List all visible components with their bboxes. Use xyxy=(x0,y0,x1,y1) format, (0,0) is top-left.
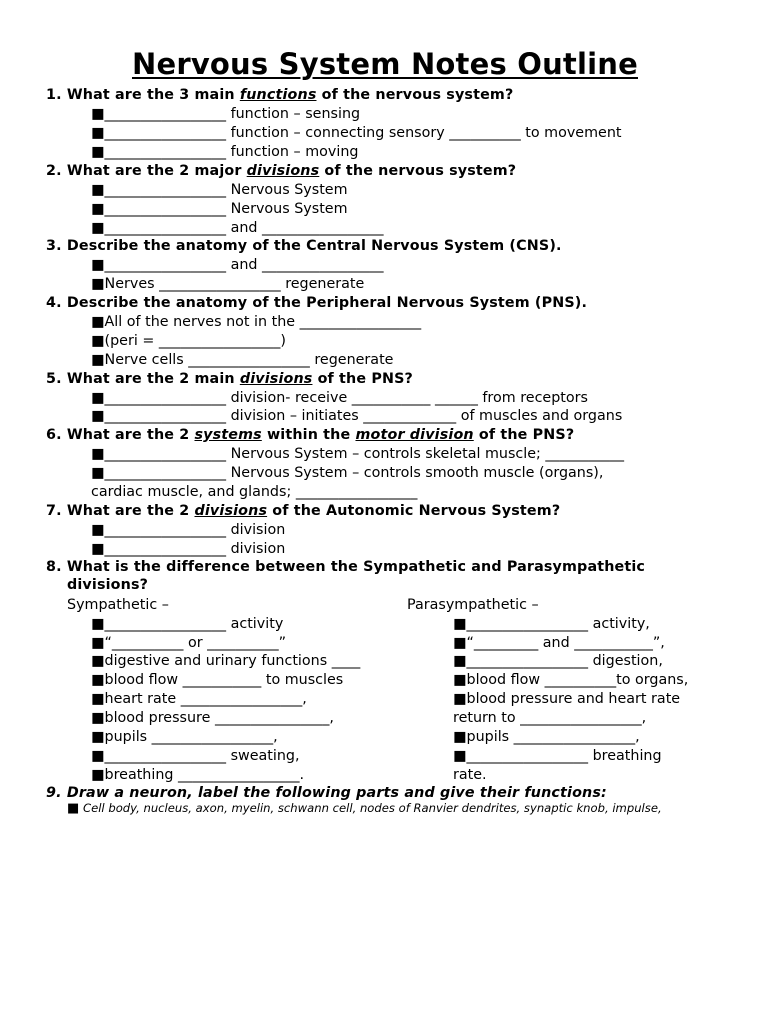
sympathetic-item: ■_________________ sweating, xyxy=(91,748,300,764)
parasympathetic-item: ■“_________ and ___________”, xyxy=(453,635,665,651)
question-8-line-2: divisions? xyxy=(67,577,149,593)
question-6: 6. What are the 2 systems within the motor division of the PNS? xyxy=(46,427,575,443)
q1-item-1: ■_________________ function – sensing xyxy=(91,106,361,122)
q3-item-2: ■Nerves _________________ regenerate xyxy=(91,276,365,292)
parasympathetic-item-continued: rate. xyxy=(453,767,487,783)
question-3: 3. Describe the anatomy of the Central Nervous System (CNS). xyxy=(46,238,562,254)
q1-item-3: ■_________________ function – moving xyxy=(91,144,359,160)
q6-item-2: ■_________________ Nervous System – controls smooth muscle (organs), xyxy=(91,465,604,481)
sympathetic-item: ■digestive and urinary functions ____ xyxy=(91,653,361,669)
parasympathetic-item-continued: return to _________________, xyxy=(453,710,647,726)
q2-item-1: ■_________________ Nervous System xyxy=(91,182,348,198)
sympathetic-item: ■heart rate _________________, xyxy=(91,691,307,707)
parasympathetic-item: ■_________________ breathing xyxy=(453,748,662,764)
page-title: Nervous System Notes Outline xyxy=(131,47,638,81)
q6-item-2-continued: cardiac muscle, and glands; _________________ xyxy=(91,484,418,500)
parasympathetic-heading: Parasympathetic – xyxy=(407,597,539,613)
question-8: 8. What is the difference between the Sympathetic and Parasympathetic xyxy=(46,559,646,575)
question-9: 9. Draw a neuron, label the following parts and give their functions: xyxy=(46,785,607,801)
sympathetic-heading: Sympathetic – xyxy=(67,597,169,613)
parasympathetic-item: ■pupils _________________, xyxy=(453,729,640,745)
q5-item-2: ■_________________ division – initiates _____________ of muscles and organs xyxy=(91,408,623,424)
question-1: 1. What are the 3 main functions of the nervous system? xyxy=(46,87,514,103)
q7-item-1: ■_________________ division xyxy=(91,522,286,538)
question-7: 7. What are the 2 divisions of the Autonomic Nervous System? xyxy=(46,503,561,519)
question-5: 5. What are the 2 main divisions of the PNS? xyxy=(46,371,413,387)
sympathetic-item: ■_________________ activity xyxy=(91,616,284,632)
sympathetic-item: ■blood pressure ________________, xyxy=(91,710,334,726)
sympathetic-item: ■blood flow ___________ to muscles xyxy=(91,672,344,688)
q2-item-2: ■_________________ Nervous System xyxy=(91,201,348,217)
q6-item-1: ■_________________ Nervous System – controls skeletal muscle; ___________ xyxy=(91,446,625,462)
q4-item-1: ■All of the nerves not in the _________________ xyxy=(91,314,422,330)
question-4: 4. Describe the anatomy of the Peripheral Nervous System (PNS). xyxy=(46,295,588,311)
q4-item-3: ■Nerve cells _________________ regenerate xyxy=(91,352,394,368)
q7-item-2: ■_________________ division xyxy=(91,541,286,557)
parasympathetic-item: ■_________________ digestion, xyxy=(453,653,663,669)
question-2: 2. What are the 2 major divisions of the nervous system? xyxy=(46,163,517,179)
neuron-parts-list xyxy=(67,801,662,816)
parasympathetic-item: ■blood pressure and heart rate xyxy=(453,691,681,707)
neuron-parts-text: Cell body, nucleus, axon, myelin, schwann cell, nodes of Ranvier dendrites, synaptic knob, impulse, xyxy=(82,801,662,815)
parasympathetic-item: ■blood flow __________to organs, xyxy=(453,672,689,688)
parasympathetic-item: ■_________________ activity, xyxy=(453,616,650,632)
sympathetic-item: ■“__________ or __________” xyxy=(91,635,287,651)
bullet-icon: ■ xyxy=(67,801,80,816)
q4-item-2: ■(peri = _________________) xyxy=(91,333,286,349)
q5-item-1: ■_________________ division- receive ___________ ______ from receptors xyxy=(91,390,588,406)
q1-item-2: ■_________________ function – connecting sensory __________ to movement xyxy=(91,125,622,141)
q2-item-3: ■_________________ and _________________ xyxy=(91,220,384,236)
q3-item-1: ■_________________ and _________________ xyxy=(91,257,384,273)
sympathetic-item: ■pupils _________________, xyxy=(91,729,278,745)
sympathetic-item: ■breathing _________________. xyxy=(91,767,305,783)
